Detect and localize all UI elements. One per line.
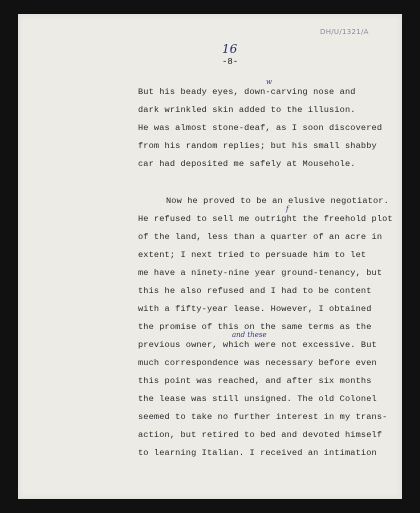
handwritten-page-number: 16 bbox=[222, 42, 238, 56]
handwritten-insertion: w bbox=[266, 78, 272, 86]
text-line: to learning Italian. I received an intimation bbox=[138, 448, 377, 458]
text-line: this he also refused and I had to be content bbox=[138, 286, 372, 296]
text-line: He refused to sell me outright the freehold plot bbox=[138, 214, 393, 224]
text-line: seemed to take no further interest in my trans- bbox=[138, 412, 388, 422]
text-line: of the land, less than a quarter of an acre in bbox=[138, 232, 383, 242]
typed-page-number: -8- bbox=[222, 57, 239, 67]
text-line: action, but retired to bed and devoted himself bbox=[138, 430, 383, 440]
text-line: car had deposited me safely at Mousehole. bbox=[138, 159, 356, 169]
text-line: previous owner, which were not excessive. But bbox=[138, 340, 377, 350]
text-line: the promise of this on the same terms as the bbox=[138, 322, 372, 332]
body-text bbox=[18, 14, 402, 499]
text-line: this point was reached, and after six months bbox=[138, 376, 372, 386]
text-line: dark wrinkled skin added to the illusion. bbox=[138, 105, 356, 115]
text-line: from his random replies; but his small shabby bbox=[138, 141, 377, 151]
typescript-page bbox=[18, 14, 402, 499]
text-line: me have a ninety-nine year ground-tenancy, but bbox=[138, 268, 383, 278]
text-line: much correspondence was necessary before even bbox=[138, 358, 377, 368]
archive-reference: DH/U/1321/A bbox=[320, 28, 369, 36]
handwritten-insertion: and these bbox=[232, 331, 267, 339]
text-line: Now he proved to be an elusive negotiator. bbox=[166, 196, 389, 206]
text-line: But his beady eyes, down-carving nose and bbox=[138, 87, 356, 97]
text-line: the lease was still unsigned. The old Colonel bbox=[138, 394, 377, 404]
text-line: He was almost stone-deaf, as I soon discovered bbox=[138, 123, 383, 133]
text-line: with a fifty-year lease. However, I obtained bbox=[138, 304, 372, 314]
handwritten-insertion: f bbox=[286, 205, 289, 213]
text-line: extent; I next tried to persuade him to let bbox=[138, 250, 367, 260]
